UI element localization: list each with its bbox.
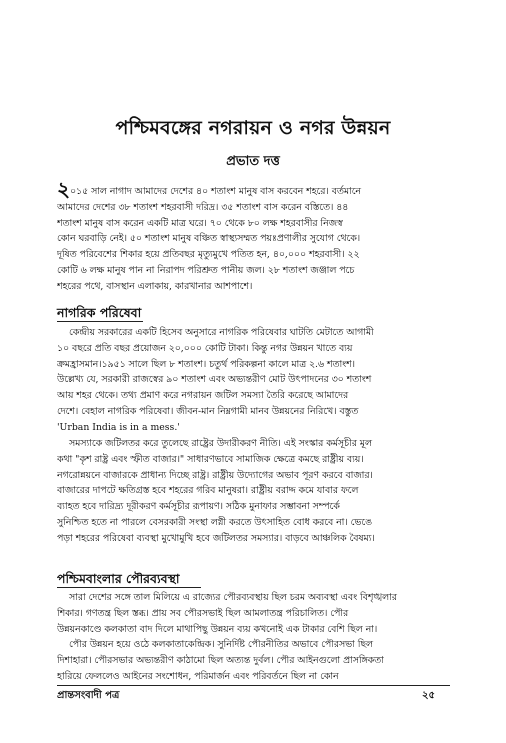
- civic-services-paragraph-1: [57, 325, 450, 436]
- body-line: ব্যাহত হবে দারিদ্র্য দূরীকরণ কর্মসূচীর রূপায়ণ। সঠিক মুনাফার সম্ভাবনা সম্পর্কে: [57, 501, 340, 513]
- municipal-paragraph-1: [57, 590, 450, 637]
- body-line: হারিয়ে ফেললেও আইনের সংশোধন, পরিমার্জন এবং পরিবর্তনে ছিল না কোন: [57, 670, 339, 682]
- intro-line: [57, 182, 450, 200]
- intro-line: কোটি ৬ লক্ষ মানুষ পান না নিরাপদ পরিশ্রুত পানীয় জল। ২৮ শতাংশ জঞ্জাল পচে: [57, 264, 355, 276]
- body-line: উল্লেখ্য যে, সরকারী রাজস্বের ৯০ শতাংশ এবং অভ্যন্তরীণ মোট উৎপাদনের ৩০ শতাংশ: [57, 374, 372, 386]
- body-line: কথা "কৃশ রাষ্ট্র এবং স্ফীত বাজার।" সাধারণভাবে সামাজিক ক্ষেত্রে কমছে রাষ্ট্রীয় ব্যয়।: [57, 453, 364, 465]
- body-line: নগরোন্নয়নে বাজারকে প্রাধান্য দিচ্ছে রাষ্ট্র। রাষ্ট্রীয় উদ্যোগের অভাব পূরণ করবে বাজার।: [57, 469, 373, 481]
- intro-paragraph: [57, 182, 450, 295]
- body-line: দিশাহারা। পৌরসভার অভ্যন্তরীণ কাঠামো ছিল অত্যন্ত দুর্বল। পৌর আইনগুলো প্রাসঙ্গিকতা: [57, 654, 384, 666]
- body-line: দেশে। বেহাল নাগরিক পরিষেবা। জীবন-মান নিম্নগামী মানব উন্নয়নের নিরিখে। বস্তুত: [57, 405, 359, 417]
- body-line: শিকার। গণতন্ত্র ছিল স্তব্ধ। প্রায় সব পৌরসভাই ছিল আমলাতন্ত্র পরিচালিত। পৌর: [57, 607, 349, 619]
- body-line: সুনিশ্চিত হতে না পারলে বেসরকারী সংস্থা লগ্নী করতে উৎসাহিত বোধ করবে না। ভেঙে: [57, 516, 372, 528]
- civic-services-paragraph-2: [57, 436, 450, 547]
- intro-line-text: ০১৫ সাল নাগাদ আমাদের দেশের ৪০ শতাংশ মানুষ বাস করবেন শহরে। বর্তমানে: [70, 186, 361, 197]
- footer-rule: [57, 685, 450, 686]
- intro-line: দূষিত পরিবেশের শিকার হয়ে প্রতিবছর মৃত্যুমুখে পতিত হন, ৪০,০০০ শহরবাসী। ২২: [57, 249, 360, 261]
- section-heading-underline: [57, 321, 143, 322]
- body-line: কেন্দ্রীয় সরকারের একটি হিসেব অনুসারে নাগরিক পরিষেবার ঘাটতি মেটাতে আগামী: [69, 327, 374, 338]
- body-line: সারা দেশের সঙ্গে তাল মিলিয়ে এ রাজ্যের পৌরব্যবস্থায় ছিল চরম অব্যবস্থা এবং বিশৃঙ্খলার: [69, 592, 397, 603]
- intro-line: কোন ঘরবাড়ি নেই। ৫০ শতাংশ মানুষ বঞ্চিত স্বাস্থ্যসম্মত পয়ঃপ্রণালীর সুযোগ থেকে।: [57, 233, 361, 245]
- body-line: আয় শহর থেকে। তথ্য প্রমাণ করে নগরায়ন জটিল সমস্যা তৈরি করেছে আমাদের: [57, 390, 349, 402]
- section-heading-underline: [57, 587, 201, 588]
- body-line: ১০ বছরে প্রতি বছর প্রয়োজন ২০,০০০ কোটি টাকা। কিন্তু নগর উন্নয়ন খাতে ব্যয়: [57, 342, 353, 354]
- body-line: পড়া শহরের পরিষেবা ব্যবস্থা মুখোমুখি হবে জটিলতর সমস্যার। বাড়বে আঞ্চলিক বৈষম্য।: [57, 532, 375, 544]
- section-heading-civic-services: নাগরিক পরিষেবা: [57, 305, 142, 320]
- drop-cap: ২: [57, 182, 71, 200]
- body-line: উন্নয়নকাণ্ডে কলকাতা বাদ দিলে মাথাপিছু উন্নয়ন ব্যয় কখনোই এক টাকার বেশি ছিল না।: [57, 623, 378, 635]
- footer-publication-name: প্রান্তসংবাদী পত্র: [57, 690, 120, 701]
- page-number: ২৫: [422, 690, 435, 701]
- body-line: ক্রমহ্রাসমান।১৯৫১ সালে ছিল ৮ শতাংশ। চতুর্থ পরিকল্পনা কালে মাত্র ২.৬ শতাংশ।: [57, 358, 355, 370]
- body-line: বাজারের দাপটে ক্ষতিগ্রস্ত হবে শহরের গরিব মানুষরা। রাষ্ট্রীয় বরাদ্দ কমে যাবার ফলে: [57, 485, 359, 497]
- intro-line: শহরের পথে, বাসস্থান এলাকায়, কারখানার আশপাশে।: [57, 280, 253, 292]
- municipal-paragraph-2: [57, 637, 450, 684]
- article-author: প্রভাত দত্ত: [226, 154, 280, 169]
- intro-line: শতাংশ মানুষ বাস করেন একটি মাত্র ঘরে। ৭০ থেকে ৮০ লক্ষ শহরবাসীর নিজস্ব: [57, 217, 343, 229]
- intro-line: আমাদের দেশের ৩৮ শতাংশ শহরবাসী দরিদ্র। ৩৫ শতাংশ বাস করেন বস্তিতে। ৪৪: [57, 201, 349, 213]
- section-heading-municipal-system: পশ্চিমবাংলার পৌরব্যবস্থা: [57, 571, 180, 586]
- article-title: পশ্চিমবঙ্গের নগরায়ন ও নগর উন্নয়ন: [115, 117, 391, 139]
- body-line: পৌর উন্নয়ন হয়ে ওঠে কলকাতাকেন্দ্রিক। সুনির্দিষ্ট পৌরনীতির অভাবে পৌরসভা ছিল: [69, 639, 373, 650]
- english-quote: 'Urban India is in a mess.': [57, 421, 180, 433]
- body-line: সমস্যাকে জটিলতর করে তুলেছে রাষ্ট্রের উদারীকরণ নীতি। এই সংস্কার কর্মসূচীর মূল: [69, 438, 372, 449]
